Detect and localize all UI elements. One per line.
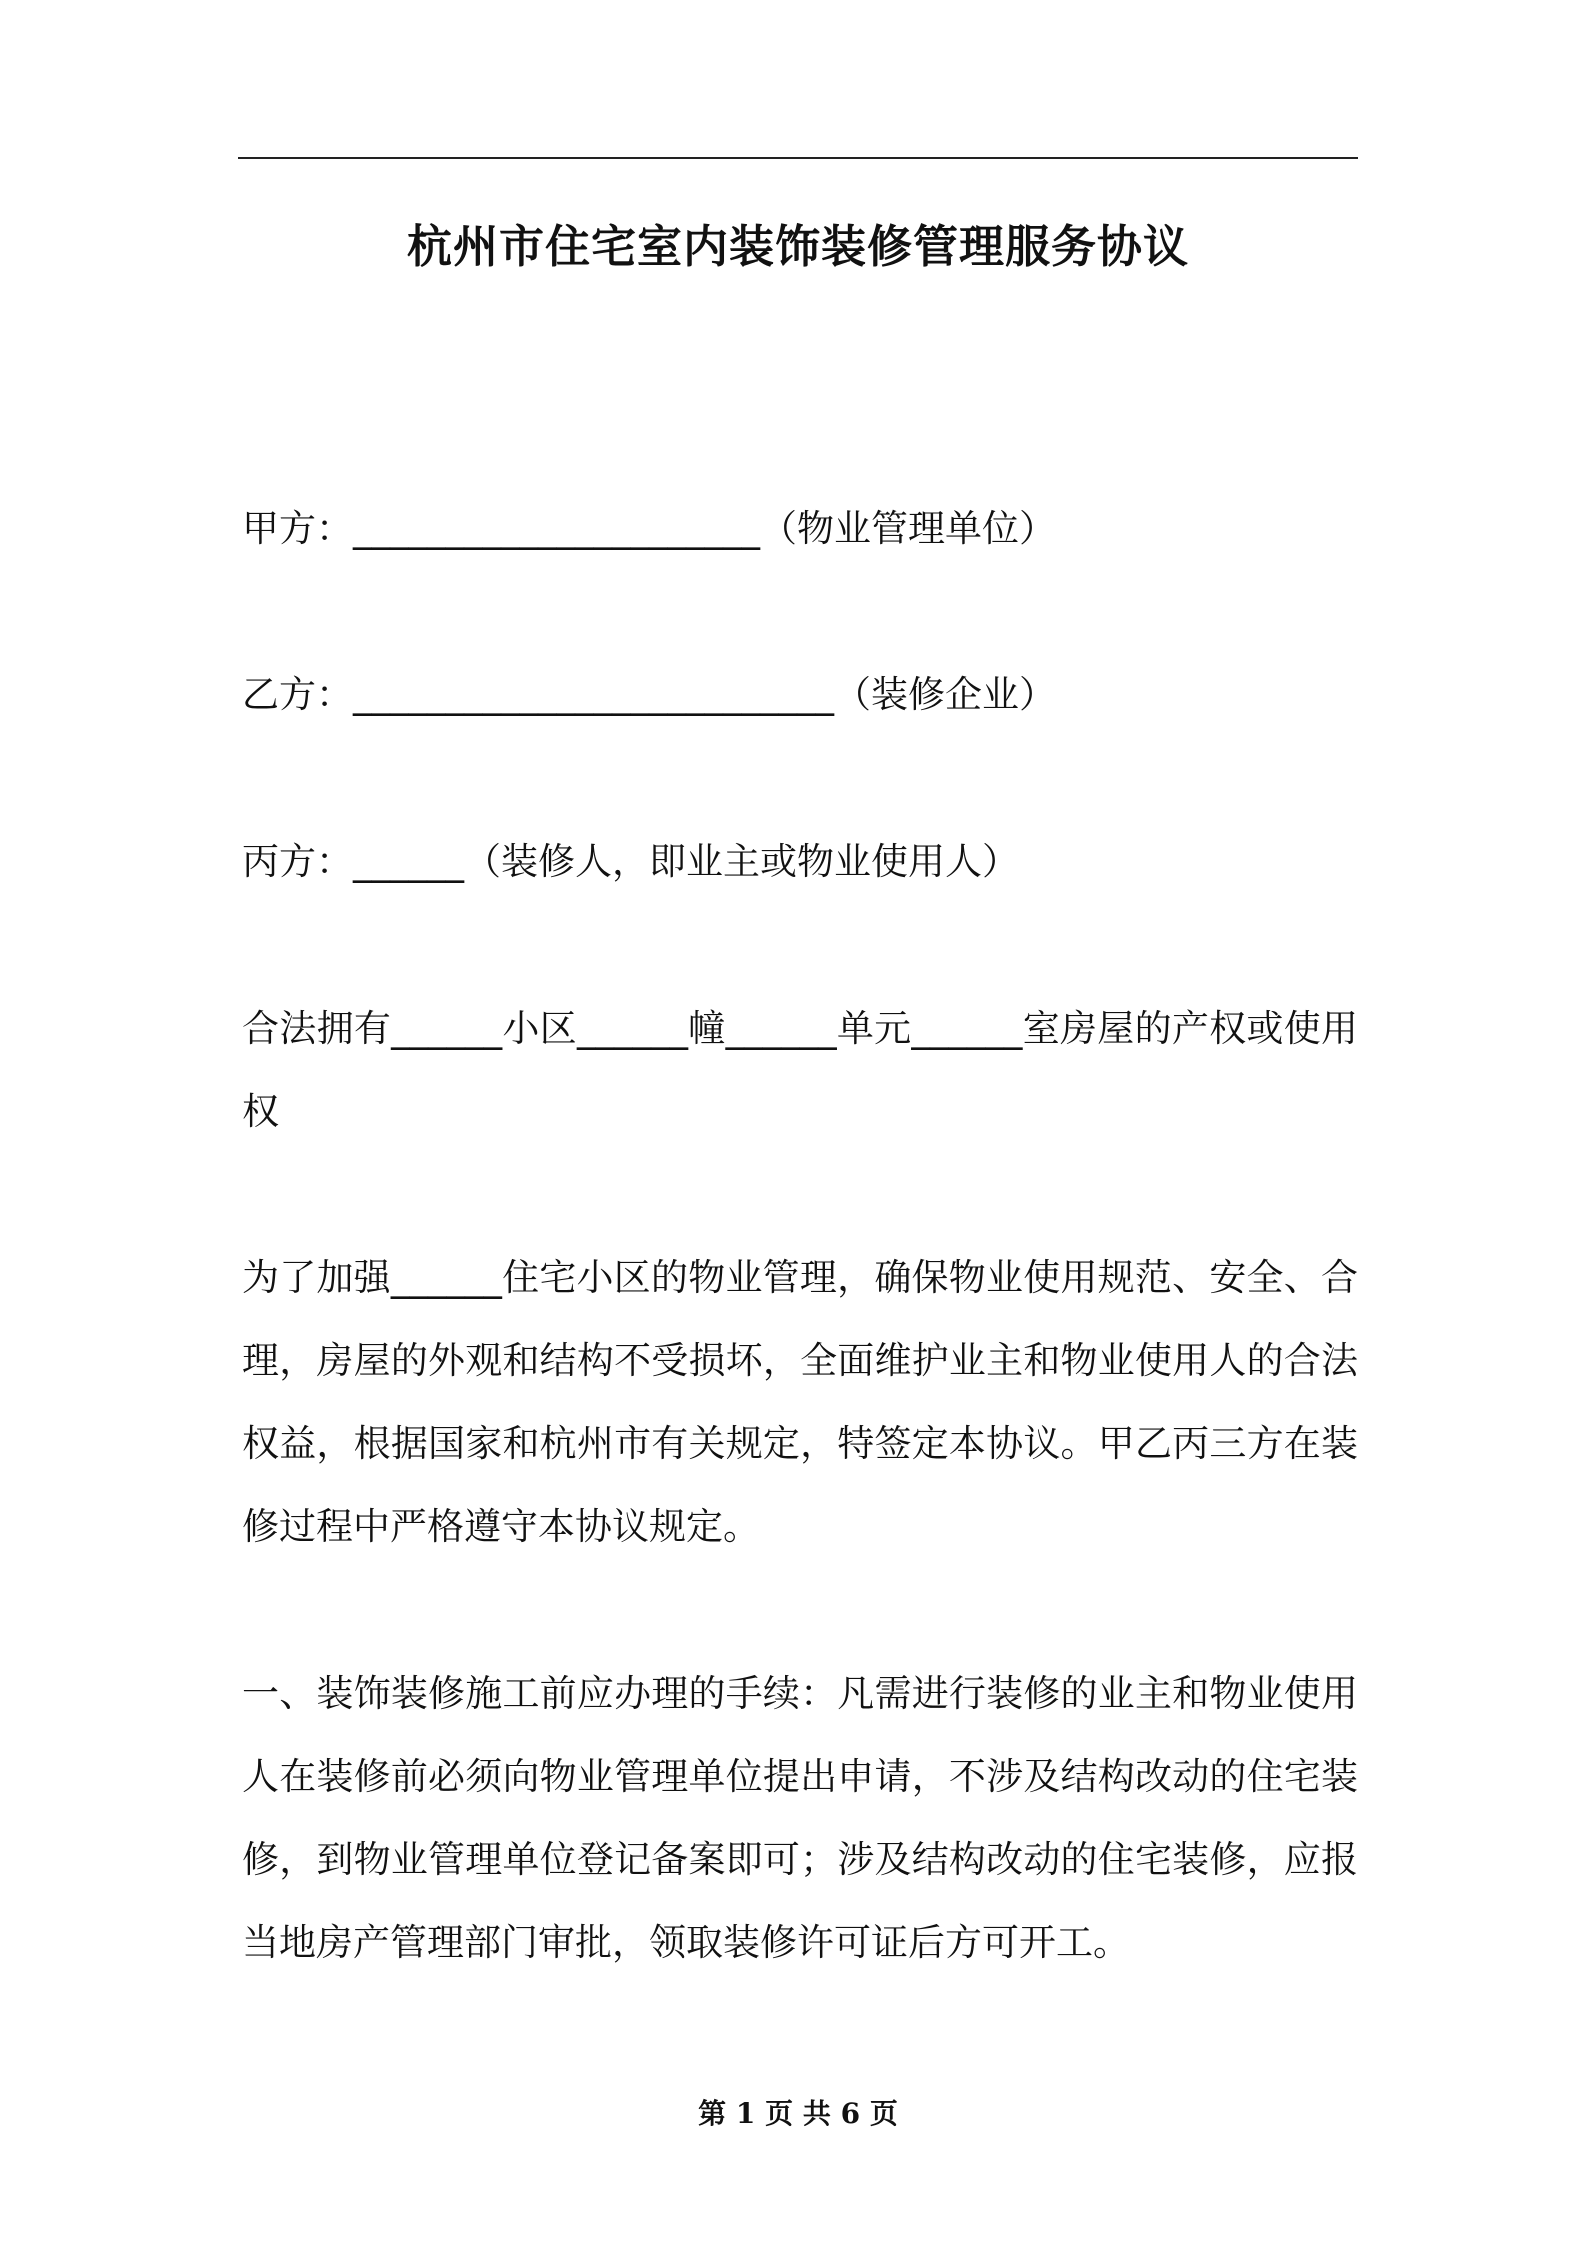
page-number: 第 1 页 共 6 页 [698,2097,898,2130]
purpose-paragraph: 为了加强______住宅小区的物业管理，确保物业使用规范、安全、合理，房屋的外观和结构不受损坏，全面维护业主和物业使用人的合法权益，根据国家和杭州市有关规定，特签定本协议。甲乙丙三方在装修过程中严格遵守本协议规定。 [242,1256,1358,1548]
header-divider [238,157,1358,159]
section-one-paragraph: 一、装饰装修施工前应办理的手续：凡需进行装修的业主和物业使用人在装修前必须向物业管理单位提出申请，不涉及结构改动的住宅装修，到物业管理单位登记备案即可；涉及结构改动的住宅装修，应报当地房产管理部门审批，领取装修许可证后方可开工。 [242,1672,1358,1964]
ownership-paragraph: 合法拥有______小区______幢______单元______室房屋的产权或使用权 [242,1007,1358,1133]
party-b-line: 乙方：__________________________（装修企业） [242,673,1056,716]
document-title: 杭州市住宅室内装饰装修管理服务协议 [406,220,1189,273]
party-c-line: 丙方：______（装修人，即业主或物业使用人） [242,840,1019,883]
party-a-line: 甲方：______________________（物业管理单位） [242,507,1056,550]
